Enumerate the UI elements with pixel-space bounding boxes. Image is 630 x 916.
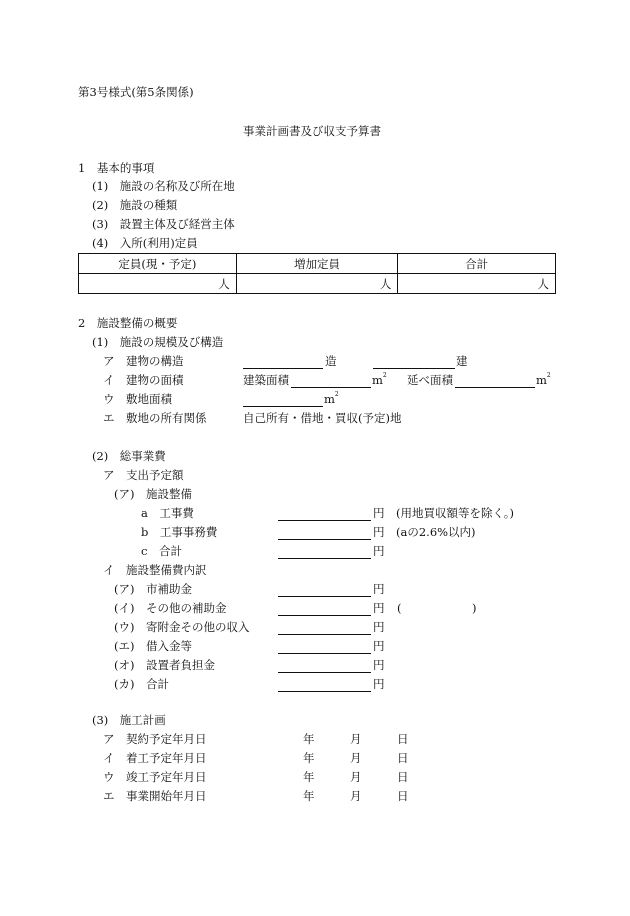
- city-subsidy-field[interactable]: [278, 582, 371, 597]
- schedule-label: エ 事業開始年月日: [103, 789, 207, 803]
- s2-sub2: (2) 総事業費: [92, 449, 166, 463]
- breakdown-label: (オ) 設置者負担金: [114, 658, 215, 672]
- expense-header: ア 支出予定額: [103, 468, 184, 482]
- paren-open: (: [397, 601, 402, 615]
- building-area-sublabel: 建築面積: [243, 373, 289, 387]
- yen-unit: 円: [373, 525, 385, 539]
- site-area-label: ウ 敷地面積: [103, 392, 172, 406]
- document-title: 事業計画書及び収支予算書: [243, 124, 381, 138]
- section1-heading: 1 基本的事項: [78, 161, 155, 175]
- section2-heading: 2 施設整備の概要: [78, 316, 178, 330]
- cost-label: c 合計: [141, 544, 182, 558]
- year-unit: 年: [303, 789, 315, 803]
- building-structure-label: ア 建物の構造: [103, 354, 184, 368]
- s2-sub1: (1) 施設の規模及び構造: [92, 335, 224, 349]
- paren-close: ): [472, 601, 477, 615]
- unit-label: 人: [537, 276, 549, 291]
- cost-total-field[interactable]: [278, 544, 371, 559]
- breakdown-label: (カ) 合計: [114, 677, 169, 691]
- donation-field[interactable]: [278, 620, 371, 635]
- yen-unit: 円: [373, 658, 385, 672]
- breakdown-header: イ 施設整備費内訳: [103, 563, 207, 577]
- yen-unit: 円: [373, 639, 385, 653]
- breakdown-label: (エ) 借入金等: [114, 639, 192, 653]
- col-header-current: 定員(現・予定): [79, 254, 237, 274]
- admin-cost-field[interactable]: [278, 525, 371, 540]
- day-unit: 日: [397, 732, 409, 746]
- cell-current[interactable]: [79, 274, 237, 294]
- yen-unit: 円: [373, 544, 385, 558]
- year-unit: 年: [303, 770, 315, 784]
- cell-total[interactable]: [398, 274, 556, 294]
- s1-item-3: (3) 設置主体及び経営主体: [92, 217, 235, 231]
- month-unit: 月: [350, 770, 362, 784]
- construction-cost-field[interactable]: [278, 506, 371, 521]
- facility-header: (ア) 施設整備: [114, 487, 192, 501]
- cost-note: (用地買収額等を除く。): [396, 506, 514, 520]
- schedule-label: ウ 竣工予定年月日: [103, 770, 207, 784]
- cost-label: b 工事事務費: [141, 525, 218, 539]
- month-unit: 月: [350, 789, 362, 803]
- unit-label: 人: [379, 276, 392, 291]
- yen-unit: 円: [373, 582, 385, 596]
- breakdown-label: (イ) その他の補助金: [114, 601, 227, 615]
- month-unit: 月: [350, 751, 362, 765]
- site-ownership-value: 自己所有・借地・買収(予定)地: [243, 411, 402, 425]
- year-unit: 年: [303, 732, 315, 746]
- day-unit: 日: [397, 751, 409, 765]
- site-area-field[interactable]: [243, 392, 323, 407]
- building-area-field[interactable]: [291, 373, 371, 388]
- capacity-table: [78, 253, 556, 294]
- yen-unit: 円: [373, 506, 385, 520]
- day-unit: 日: [397, 789, 409, 803]
- col-header-increase: 増加定員: [236, 254, 398, 274]
- structure-field[interactable]: [243, 354, 323, 369]
- cost-label: a 工事費: [141, 506, 194, 520]
- founder-burden-field[interactable]: [278, 658, 371, 673]
- s2-sub3: (3) 施工計画: [92, 713, 166, 727]
- yen-unit: 円: [373, 620, 385, 634]
- table-header-row: [79, 254, 556, 274]
- yen-unit: 円: [373, 677, 385, 691]
- cost-note: (aの2.6%以内): [396, 525, 476, 539]
- other-subsidy-field[interactable]: [278, 601, 371, 616]
- site-ownership-label: エ 敷地の所有関係: [103, 411, 207, 425]
- yen-unit: 円: [373, 601, 385, 615]
- total-floor-area-field[interactable]: [455, 373, 535, 388]
- building-area-label: イ 建物の面積: [103, 373, 184, 387]
- m2-unit: $m^2$: [372, 372, 387, 387]
- s1-item-4: (4) 入所(利用)定員: [92, 236, 198, 250]
- s1-item-2: (2) 施設の種類: [92, 198, 178, 212]
- table-row: [79, 274, 556, 294]
- floors-field[interactable]: [373, 354, 455, 369]
- schedule-label: イ 着工予定年月日: [103, 751, 207, 765]
- structure-zo: 造: [325, 354, 337, 368]
- s1-item-1: (1) 施設の名称及び所在地: [92, 179, 235, 193]
- cell-increase[interactable]: [236, 274, 398, 294]
- day-unit: 日: [397, 770, 409, 784]
- breakdown-label: (ウ) 寄附金その他の収入: [114, 620, 250, 634]
- m2-unit: $m^2$: [324, 391, 339, 406]
- structure-ken: 建: [456, 354, 468, 368]
- breakdown-total-field[interactable]: [278, 677, 371, 692]
- breakdown-label: (ア) 市補助金: [114, 582, 192, 596]
- form-label: 第3号様式(第5条関係): [78, 85, 194, 99]
- unit-label: 人: [218, 276, 230, 291]
- year-unit: 年: [303, 751, 315, 765]
- schedule-label: ア 契約予定年月日: [103, 732, 207, 746]
- m2-unit: $m^2$: [536, 372, 551, 387]
- month-unit: 月: [350, 732, 362, 746]
- total-floor-area-sublabel: 延べ面積: [407, 373, 453, 387]
- loan-field[interactable]: [278, 639, 371, 654]
- col-header-total: 合計: [398, 254, 556, 274]
